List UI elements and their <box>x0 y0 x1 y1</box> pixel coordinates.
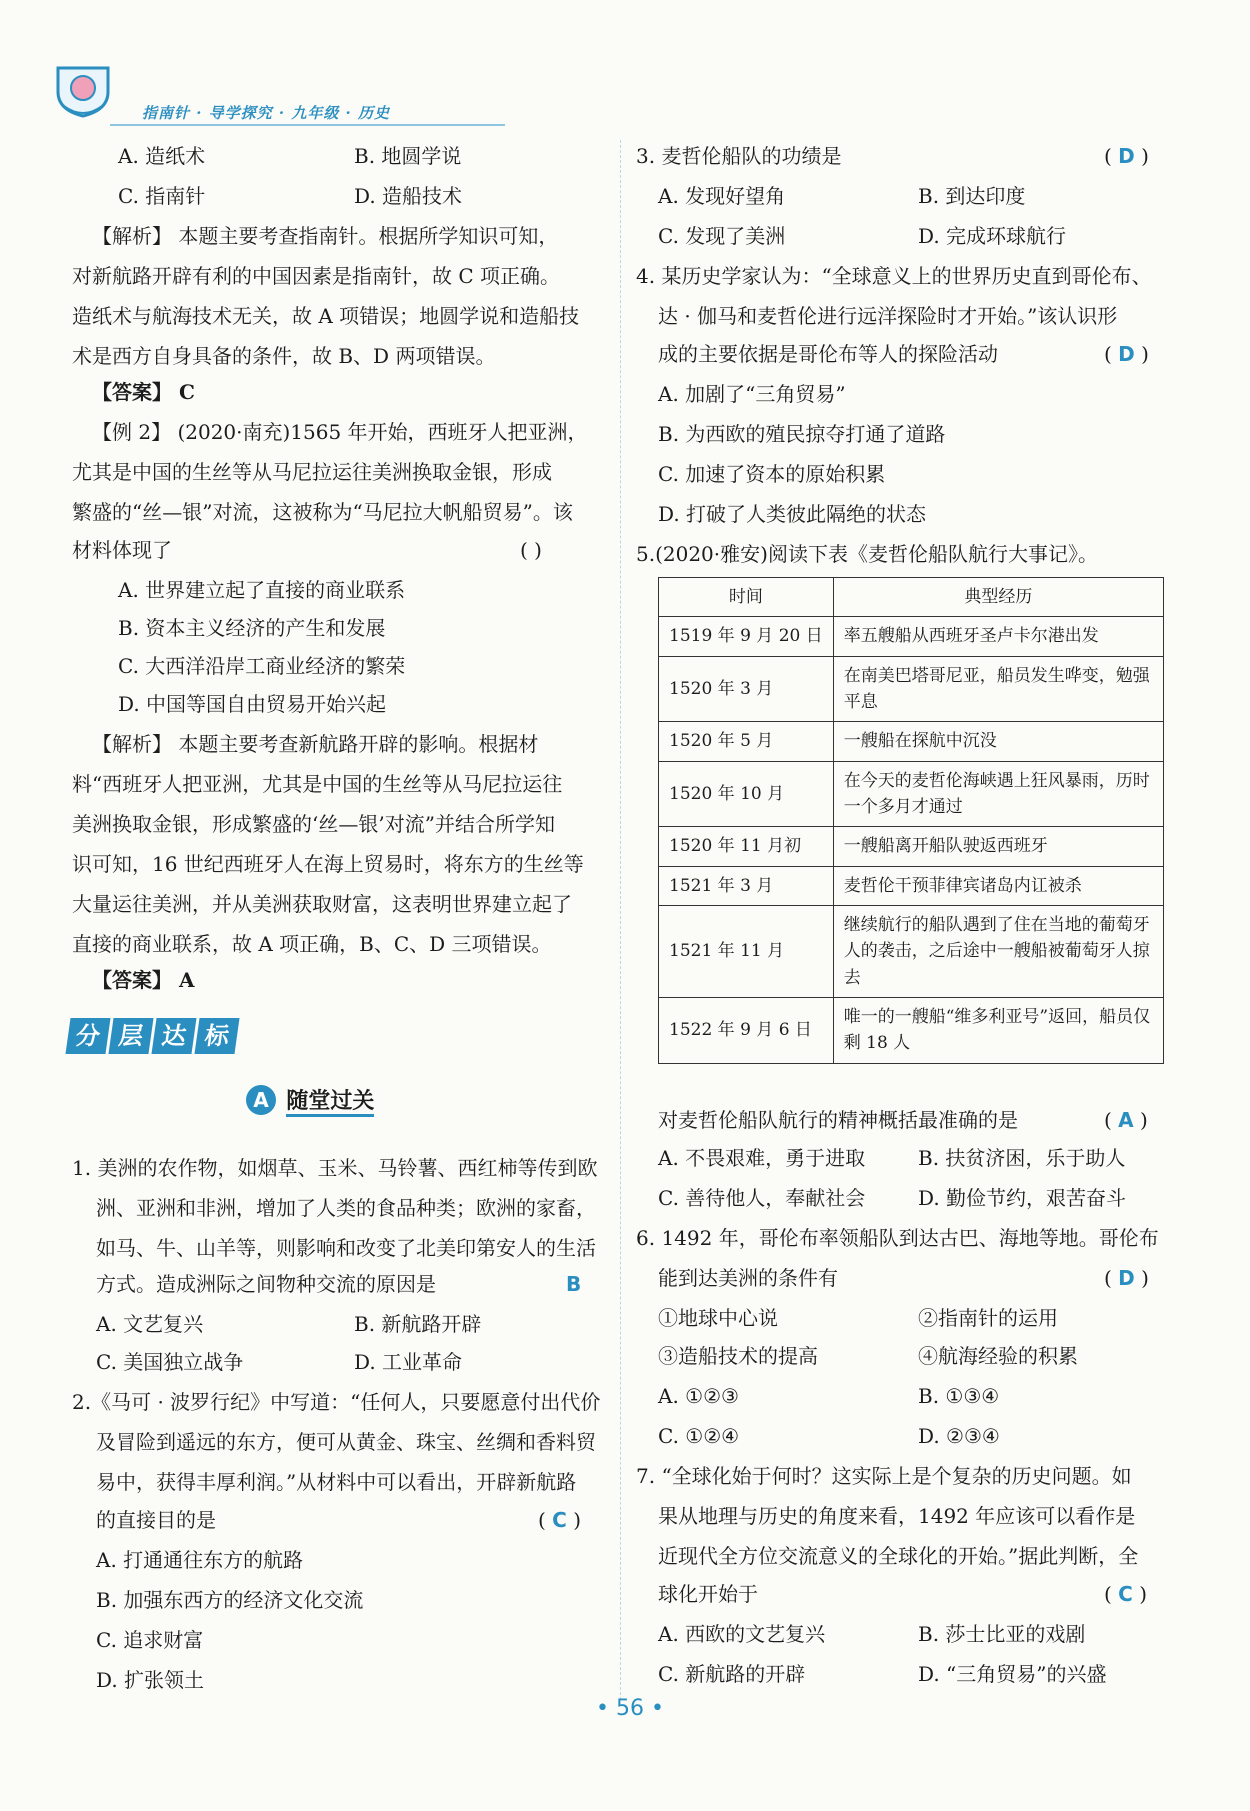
option-text: D. 工业革命 <box>354 1350 463 1374</box>
table-row <box>659 866 1164 905</box>
level-a-icon: A <box>246 1085 276 1115</box>
option-text: C. 发现了美洲 <box>658 224 786 248</box>
page-number: • 56 • <box>596 1696 664 1721</box>
table-cell-time: 1520 年 5 月 <box>659 722 834 761</box>
answer-mark: B <box>566 1272 582 1296</box>
table-cell-time: 1521 年 3 月 <box>659 866 834 905</box>
option-text: B. 为西欧的殖民掠夺打通了道路 <box>658 422 946 446</box>
answer-line: 【答案】 C <box>92 380 195 404</box>
question-line: 的直接目的是 <box>96 1508 216 1532</box>
option-text: C. 大西洋沿岸工商业经济的繁荣 <box>118 654 406 678</box>
banner-char: 分 <box>65 1018 110 1054</box>
option-text: D. ②③④ <box>918 1424 1000 1448</box>
table-header-event: 典型经历 <box>833 578 1163 617</box>
analysis-line: 料“西班牙人把亚洲，尤其是中国的生丝等从马尼拉运往 <box>72 772 563 796</box>
analysis-line: 对新航路开辟有利的中国因素是指南针，故 C 项正确。 <box>72 264 561 288</box>
option-text: B. 地圆学说 <box>354 144 462 168</box>
option-text: C. 善待他人，奉献社会 <box>658 1186 866 1210</box>
question-line: 易中，获得丰厚利润。”从材料中可以看出，开辟新航路 <box>96 1470 577 1494</box>
table-cell-event: 在今天的麦哲伦海峡遇上狂风暴雨，历时一个多月才通过 <box>833 761 1163 827</box>
option-text: D. 完成环球航行 <box>918 224 1067 248</box>
answer-mark: A <box>1118 1108 1134 1132</box>
table-row <box>659 827 1164 866</box>
option-text: C. 指南针 <box>118 184 206 208</box>
answer-paren: ( ) <box>520 538 542 562</box>
option-text: C. ①②④ <box>658 1424 740 1448</box>
table-cell-time: 1520 年 11 月初 <box>659 827 834 866</box>
question-line: 1. 美洲的农作物，如烟草、玉米、马铃薯、西红柿等传到欧 <box>72 1156 598 1180</box>
option-text: A. 打通通往东方的航路 <box>96 1548 304 1572</box>
option-text: B. 莎士比亚的戏剧 <box>918 1622 1086 1646</box>
item-text: ③造船技术的提高 <box>658 1344 818 1368</box>
table-cell-event: 一艘船在探航中沉没 <box>833 722 1163 761</box>
sub-banner <box>246 1084 374 1115</box>
item-text: ①地球中心说 <box>658 1306 778 1330</box>
example-line: 材料体现了 <box>72 538 172 562</box>
answer-paren: ( D ) <box>1104 342 1149 366</box>
option-text: B. 到达印度 <box>918 184 1026 208</box>
question-line: 成的主要依据是哥伦布等人的探险活动 <box>658 342 998 366</box>
banner-char: 标 <box>194 1018 239 1054</box>
analysis-line: 术是西方自身具备的条件，故 B、D 两项错误。 <box>72 344 496 368</box>
option-text: C. 新航路的开辟 <box>658 1662 806 1686</box>
option-text: A. 西欧的文艺复兴 <box>658 1622 826 1646</box>
question-line: 4. 某历史学家认为：“全球意义上的世界历史直到哥伦布、 <box>636 264 1152 288</box>
table-cell-time: 1520 年 3 月 <box>659 656 834 722</box>
table-row <box>659 761 1164 827</box>
option-text: A. 文艺复兴 <box>96 1312 204 1336</box>
table-cell-event: 率五艘船从西班牙圣卢卡尔港出发 <box>833 617 1163 656</box>
table-row <box>659 906 1164 998</box>
item-text: ②指南针的运用 <box>918 1306 1058 1330</box>
question-line: 如马、牛、山羊等，则影响和改变了北美印第安人的生活 <box>96 1236 596 1260</box>
answer-paren: ( D ) <box>1104 1266 1149 1290</box>
answer-paren: ( C ) <box>1104 1582 1148 1606</box>
table-cell-time: 1519 年 9 月 20 日 <box>659 617 834 656</box>
question-line: 洲、亚洲和非洲，增加了人类的食品种类；欧洲的家畜， <box>96 1196 596 1220</box>
table-cell-time: 1520 年 10 月 <box>659 761 834 827</box>
option-text: A. 发现好望角 <box>658 184 786 208</box>
shield-logo-icon <box>50 62 116 118</box>
section-banner <box>68 1018 240 1058</box>
question-line: 果从地理与历史的角度来看，1492 年应该可以看作是 <box>658 1504 1136 1528</box>
analysis-line: 【解析】 本题主要考查指南针。根据所学知识可知， <box>92 224 559 248</box>
table-cell-event: 麦哲伦干预菲律宾诸岛内讧被杀 <box>833 866 1163 905</box>
answer-mark: D <box>1118 342 1135 366</box>
voyage-events-table <box>658 577 1164 1064</box>
answer-paren: ( D ) <box>1104 144 1149 168</box>
option-text: A. 世界建立起了直接的商业联系 <box>118 578 406 602</box>
table-header-time: 时间 <box>659 578 834 617</box>
table-cell-time: 1521 年 11 月 <box>659 906 834 998</box>
answer-paren: ( C ) <box>538 1508 582 1532</box>
question-line: 7. “全球化始于何时？这实际上是个复杂的历史问题。如 <box>636 1464 1132 1488</box>
option-text: B. 新航路开辟 <box>354 1312 482 1336</box>
analysis-line: 美洲换取金银，形成繁盛的‘丝—银’对流”并结合所学知 <box>72 812 555 836</box>
option-text: C. 追求财富 <box>96 1628 204 1652</box>
option-text: B. 资本主义经济的产生和发展 <box>118 616 386 640</box>
table-row <box>659 617 1164 656</box>
question-line: 能到达美洲的条件有 <box>658 1266 838 1290</box>
option-text: B. ①③④ <box>918 1384 1000 1408</box>
question-line: 球化开始于 <box>658 1582 758 1606</box>
table-row <box>659 656 1164 722</box>
sub-banner-label: 随堂过关 <box>286 1088 374 1117</box>
analysis-line: 大量运往美洲，并从美洲获取财富，这表明世界建立起了 <box>72 892 572 916</box>
option-text: D. 勤俭节约，艰苦奋斗 <box>918 1186 1127 1210</box>
option-text: D. 扩张领土 <box>96 1668 205 1692</box>
question-line: 及冒险到遥远的东方，便可从黄金、珠宝、丝绸和香料贸 <box>96 1430 596 1454</box>
question-line: 2.《马可 · 波罗行纪》中写道：“任何人，只要愿意付出代价 <box>72 1390 601 1414</box>
question-line: 3. 麦哲伦船队的功绩是 <box>636 144 842 168</box>
table-cell-event: 在南美巴塔哥尼亚，船员发生哗变，勉强平息 <box>833 656 1163 722</box>
question-line: 6. 1492 年，哥伦布率领船队到达古巴、海地等地。哥伦布 <box>636 1226 1159 1250</box>
question-line: 达 · 伽马和麦哲伦进行远洋探险时才开始。”该认识形 <box>658 304 1118 328</box>
header-rule <box>110 124 505 126</box>
answer-mark: D <box>1118 144 1135 168</box>
table-header-row <box>659 578 1164 617</box>
question-line: 近现代全方位交流意义的全球化的开始。”据此判断，全 <box>658 1544 1139 1568</box>
answer-mark: C <box>1118 1582 1133 1606</box>
banner-char: 达 <box>151 1018 196 1054</box>
table-cell-event: 唯一的一艘船“维多利亚号”返回，船员仅剩 18 人 <box>833 998 1163 1064</box>
option-text: A. 加剧了“三角贸易” <box>658 382 846 406</box>
option-text: B. 加强东西方的经济文化交流 <box>96 1588 364 1612</box>
series-title: 指南针 · 导学探究 · 九年级 · 历史 <box>142 104 391 122</box>
option-text: A. 不畏艰难，勇于进取 <box>658 1146 866 1170</box>
table-row <box>659 722 1164 761</box>
option-text: C. 加速了资本的原始积累 <box>658 462 886 486</box>
question-line: 方式。造成洲际之间物种交流的原因是 <box>96 1272 436 1296</box>
banner-char: 层 <box>108 1018 153 1054</box>
option-text: A. ①②③ <box>658 1384 739 1408</box>
table-row <box>659 998 1164 1064</box>
option-text: D. “三角贸易”的兴盛 <box>918 1662 1107 1686</box>
column-divider <box>620 140 621 1700</box>
answer-mark: C <box>552 1508 567 1532</box>
answer-line: 【答案】 A <box>92 968 195 992</box>
table-cell-event: 继续航行的船队遇到了住在当地的葡萄牙人的袭击，之后途中一艘船被葡萄牙人掠去 <box>833 906 1163 998</box>
example-line: 【例 2】 (2020·南充)1565 年开始，西班牙人把亚洲， <box>92 420 588 444</box>
analysis-line: 识可知，16 世纪西班牙人在海上贸易时，将东方的生丝等 <box>72 852 584 876</box>
option-text: B. 扶贫济困，乐于助人 <box>918 1146 1126 1170</box>
table-cell-event: 一艘船离开船队驶返西班牙 <box>833 827 1163 866</box>
example-line: 尤其是中国的生丝等从马尼拉运往美洲换取金银，形成 <box>72 460 552 484</box>
analysis-line: 直接的商业联系，故 A 项正确，B、C、D 三项错误。 <box>72 932 552 956</box>
option-text: C. 美国独立战争 <box>96 1350 244 1374</box>
table-cell-time: 1522 年 9 月 6 日 <box>659 998 834 1064</box>
item-text: ④航海经验的积累 <box>918 1344 1078 1368</box>
analysis-line: 【解析】 本题主要考查新航路开辟的影响。根据材 <box>92 732 539 756</box>
answer-mark: D <box>1118 1266 1135 1290</box>
option-text: D. 造船技术 <box>354 184 463 208</box>
option-text: A. 造纸术 <box>118 144 206 168</box>
analysis-line: 造纸术与航海技术无关，故 A 项错误；地圆学说和造船技 <box>72 304 580 328</box>
example-line: 繁盛的“丝—银”对流，这被称为“马尼拉大帆船贸易”。该 <box>72 500 573 524</box>
question-line: 对麦哲伦船队航行的精神概括最准确的是 <box>658 1108 1018 1132</box>
option-text: D. 中国等国自由贸易开始兴起 <box>118 692 387 716</box>
question-line: 5.(2020·雅安)阅读下表《麦哲伦船队航行大事记》。 <box>636 542 1098 566</box>
answer-paren: ( A ) <box>1104 1108 1148 1132</box>
option-text: D. 打破了人类彼此隔绝的状态 <box>658 502 927 526</box>
